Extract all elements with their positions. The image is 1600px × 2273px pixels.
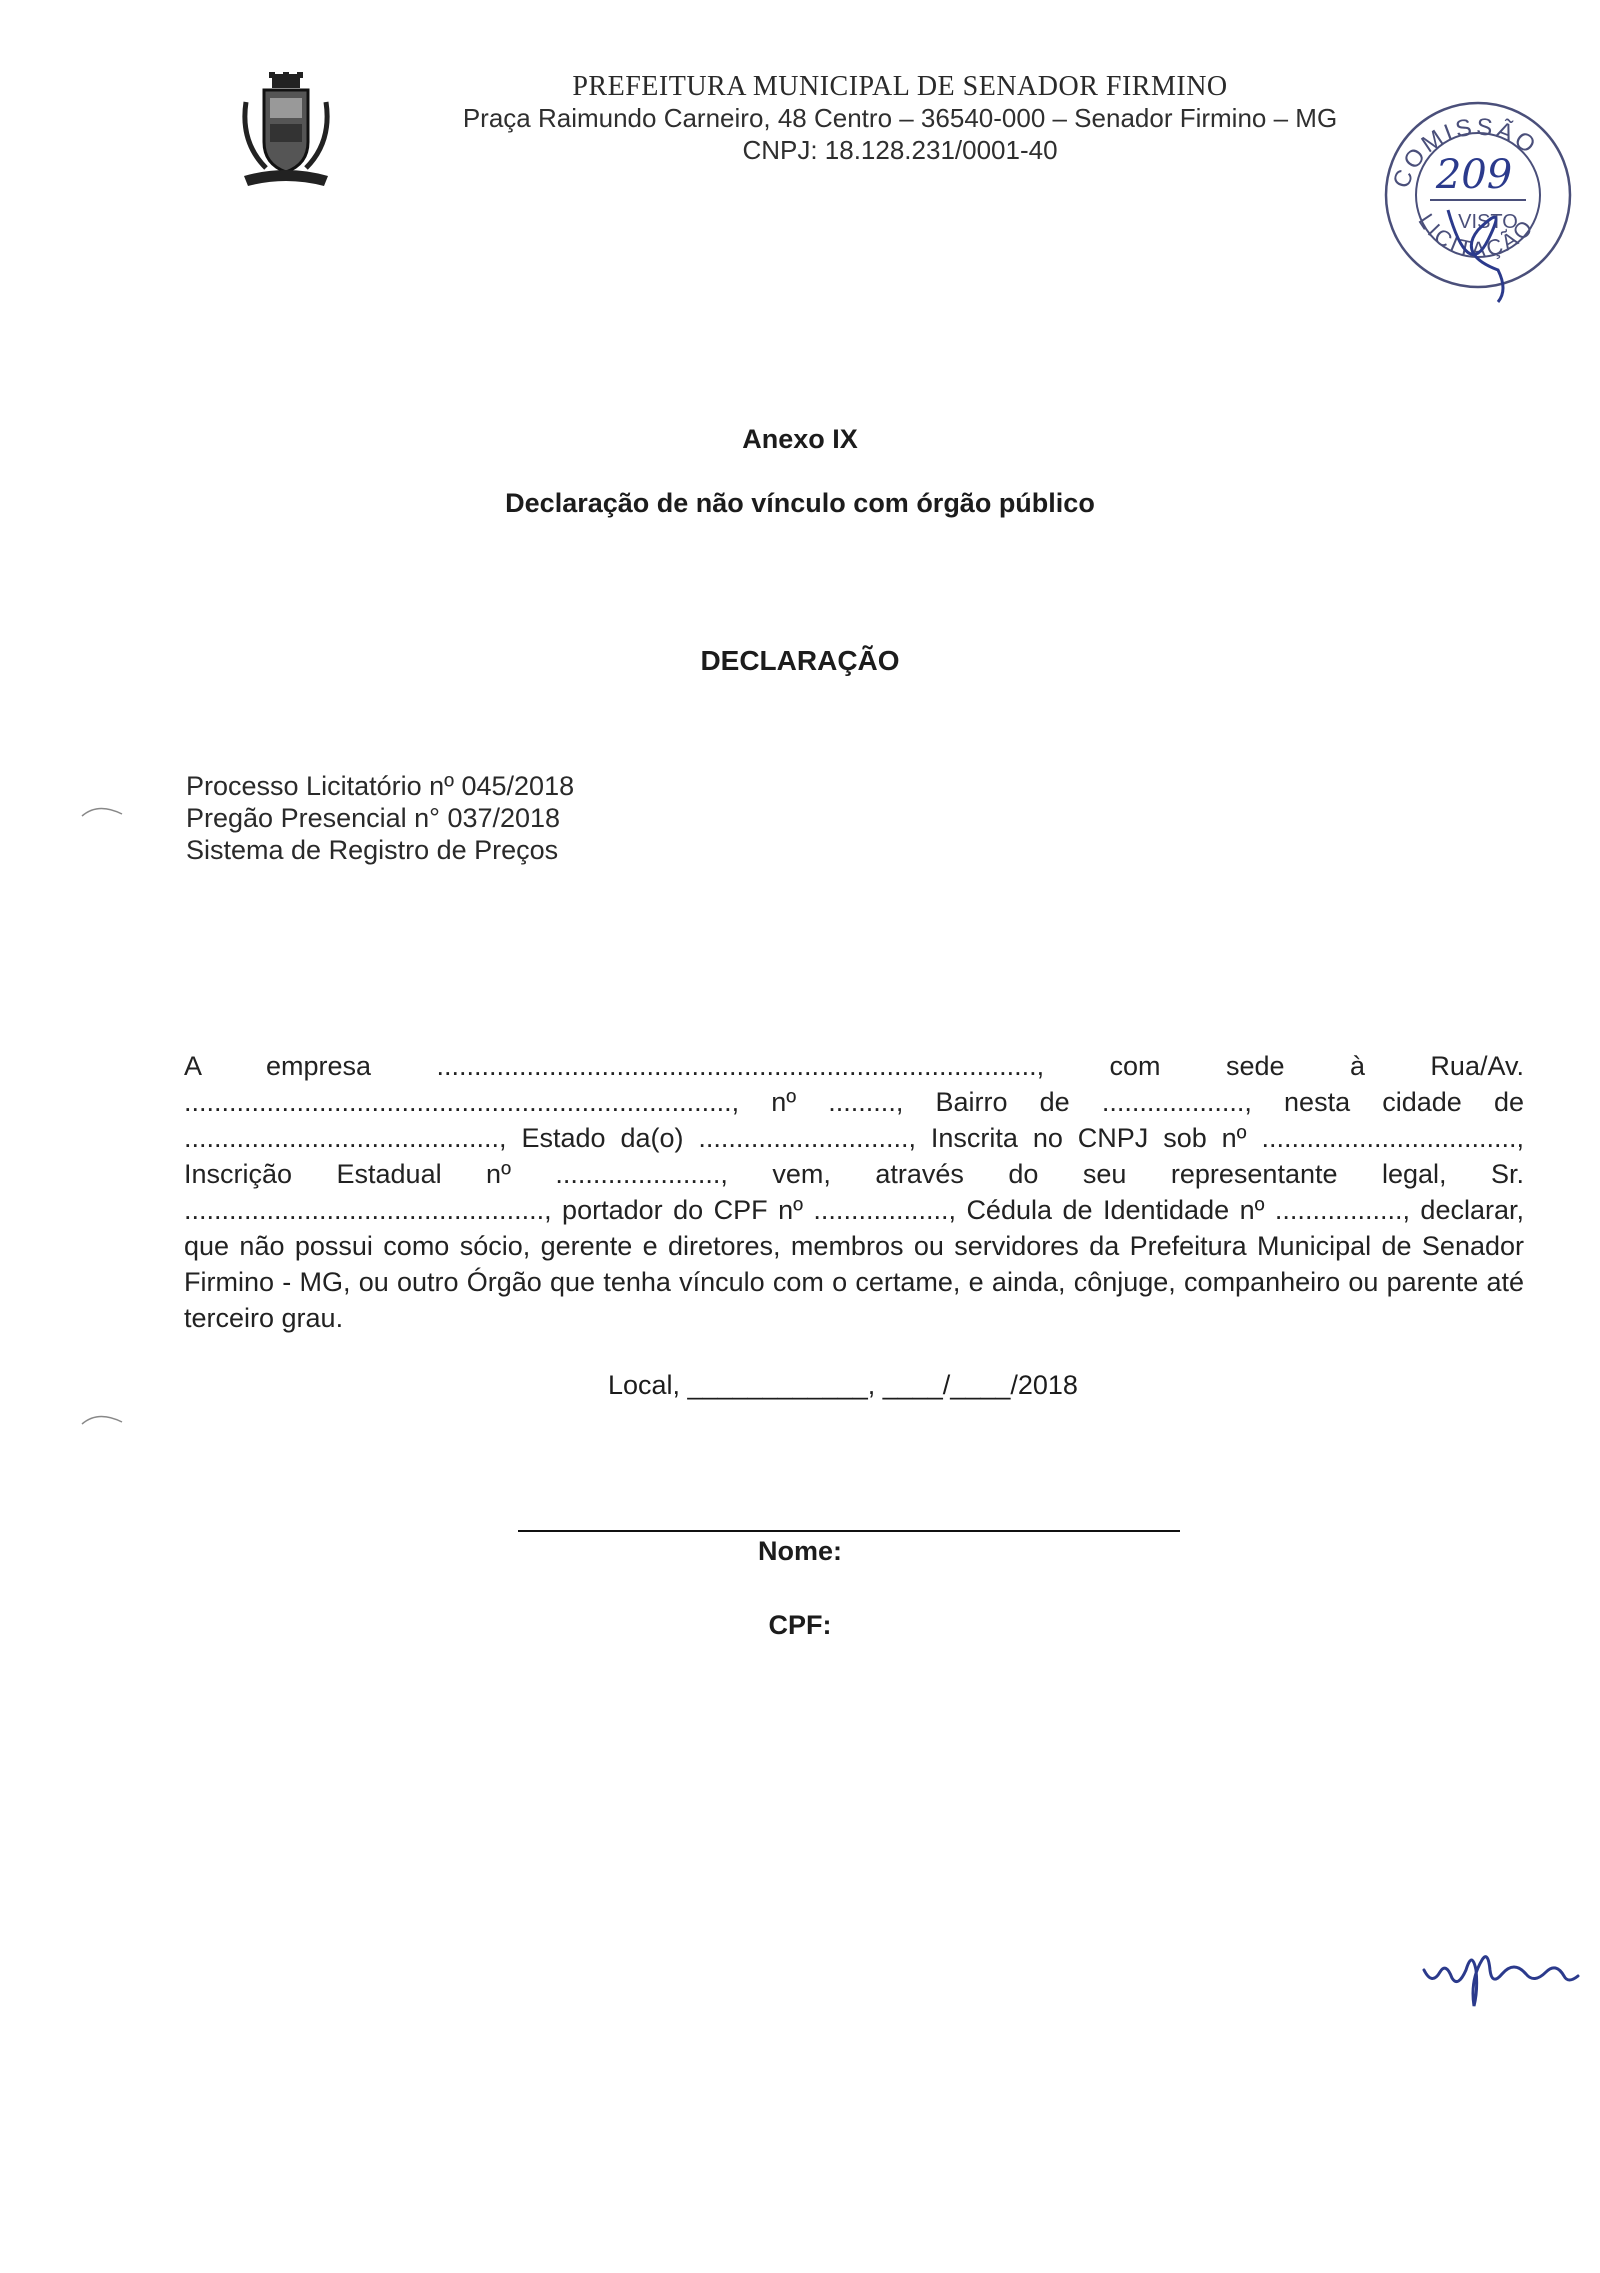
stamp-ring-bottom: LICITAÇÃO [1413, 209, 1540, 262]
hole-punch-mark-icon [78, 800, 128, 820]
signer-cpf-label: CPF: [768, 1610, 832, 1640]
stamp-visto: VISTO [1458, 211, 1518, 233]
commission-stamp [1378, 80, 1578, 310]
hole-punch-mark-icon [78, 1408, 128, 1428]
stamp-page-number: 209 [1435, 152, 1513, 198]
price-registry-system: Sistema de Registro de Preços [186, 835, 559, 865]
letterhead [400, 72, 1400, 166]
document-subtitle: Declaração de não vínculo com órgão público [505, 488, 1095, 518]
process-info [186, 770, 574, 866]
municipality-address: Praça Raimundo Carneiro, 48 Centro – 36540-000 – Senador Firmino – MG [462, 103, 1338, 133]
declaration-title: DECLARAÇÃO [700, 645, 900, 676]
place-date-line: Local, ____________, ____/____/2018 [608, 1370, 1078, 1400]
municipality-name: PREFEITURA MUNICIPAL DE SENADOR FIRMINO [572, 71, 1228, 102]
signer-name-label: Nome: [757, 1536, 842, 1566]
process-number: Processo Licitatório nº 045/2018 [186, 771, 575, 801]
annex-title: Anexo IX [742, 424, 858, 454]
municipal-crest-icon [236, 72, 336, 190]
stamp-ring-top: COMISSÃO [1387, 113, 1543, 192]
municipality-cnpj: CNPJ: 18.128.231/0001-40 [742, 135, 1058, 165]
declaration-body: A empresa ................................................................................, com sede à Rua/Av. ........................................................................., nº ........., Bairro de ..................., nesta cidade de .........................................., Estado da(o) ............................, Inscrita no CNPJ sob nº .................................., Inscrição Estadual nº ......................, vem, através do seu representante legal, Sr. ................................................, portador do CPF nº .................., Cédula de Identidade nº ................., declarar, que não possui como sócio, gerente e diretores, membros ou servidores da Prefeitura Municipal de Senador Firmino - MG, ou outro Órgão que tenha vínculo com o certame, e ainda, cônjuge, companheiro ou parente até terceiro grau. [184, 1051, 1524, 1333]
signature-line [518, 1530, 1180, 1532]
auction-number: Pregão Presencial n° 037/2018 [186, 803, 561, 833]
handwritten-initials-icon [1418, 1930, 1598, 2010]
